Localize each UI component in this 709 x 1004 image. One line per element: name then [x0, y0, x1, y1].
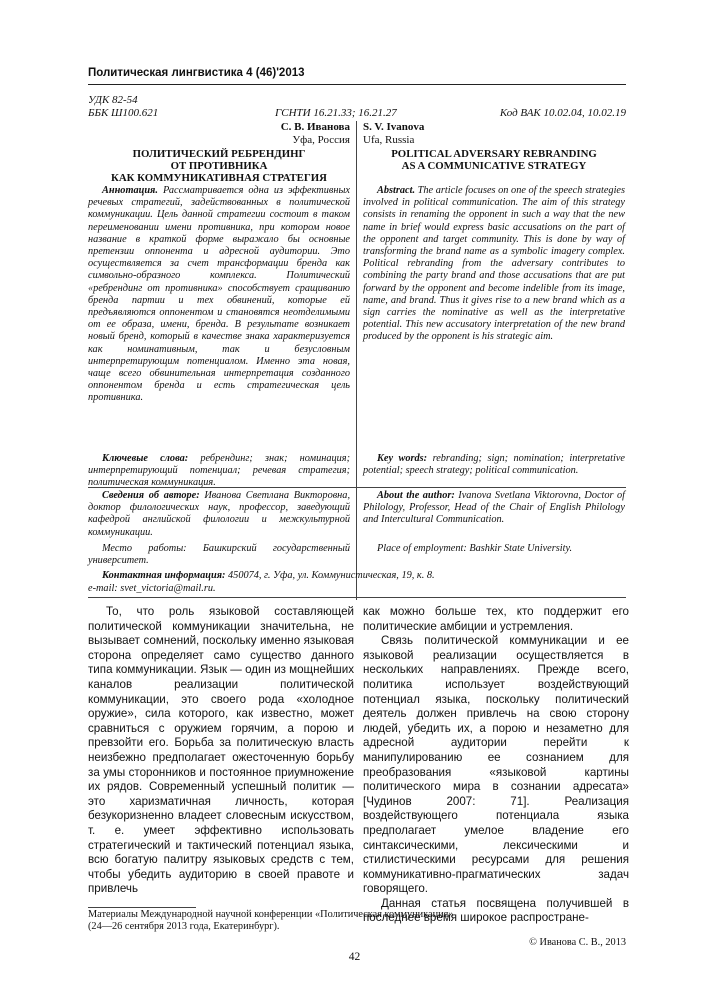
keywords-ru [88, 453, 350, 490]
abstract-ru [88, 185, 350, 405]
keywords-label-en: Key words: [377, 453, 428, 464]
bbk-code: ББК Ш100.621 [88, 107, 159, 119]
keywords-label-ru: Ключевые слова: [102, 453, 189, 464]
keywords-text-ru: ребрендинг; знак; номинация; интерпретирующий потенциал; речевая стратегия; политическая коммуникация. [88, 453, 350, 489]
article-title-en [363, 148, 625, 172]
footnote-line: (24—26 сентября 2013 года, Екатеринбург). [88, 921, 280, 932]
body-paragraph: как можно больше тех, кто поддержит его политические амбиции и устремления. [363, 605, 629, 633]
copyright: © Иванова С. В., 2013 [529, 937, 626, 948]
header-rule [88, 84, 626, 85]
column-divider [356, 121, 357, 600]
author-info-text-en: Ivanova Svetlana Viktorovna, Doctor of Philology, Professor, Head of the Chair of English Philology and Intercultural Communication. [363, 490, 626, 526]
abstract-text-ru: Рассматривается одна из эффективных речевых стратегий, задействованных в политической коммуникации. Цель данной стратегии состоит в таком переименовании имени противника, при котором новое название в краткой форме выражало бы основные претензии оппонента и адресной аудитории. Это осуществляется за счет трансформации бренда как символьно-образного комплекса. Политический «ребрендинг от противника» способствует сращиванию бренда партии и тех обвинений, которые ей предъявляются оппонентом и становятся неотделимыми от ее образа, имени, бренда. В результате возникает новый бренд, который в качестве знака характеризуется как номинативным, так и безусловным интерпретирующим потенциалом. Именно эта новая, чаще всего обвинительная интерпретация созданного оппонентом бренда и есть стратегическая цель противника. [88, 185, 350, 404]
udk-code: УДК 82-54 [88, 94, 138, 106]
title-line: КАК КОММУНИКАТИВНАЯ СТРАТЕГИЯ [111, 172, 327, 185]
body-paragraph: То, что роль языковой составляющей политической коммуникации значительна, не вызывает сомнений, поскольку именно языковая сторона определяет само существо данного типа коммуникации. Язык — один из мощнейших каналов реализации политической коммуникации, это своего рода «холодное оружие», сила которого, как известно, может сравниться с оружием горячим, а порою и превзойти его. Борьба за политическую власть неизбежно предполагает ожесточенную борьбу за умы сторонников и постоянное приумножение их рядов. Современный успешный политик — это харизматичная личность, которая безукоризненно владеет словесным искусством, т. е. умеет эффективно использовать стратегический и тактический потенциал языка, всю богатую палитру языковых средств с тем, чтобы убедить аудиторию в своей правоте и привлечь [88, 605, 354, 896]
author-info-rule [88, 487, 626, 488]
contact-email[interactable]: e-mail: svet_victoria@mail.ru. [88, 583, 216, 594]
author-location-en: Ufa, Russia [363, 134, 415, 146]
workplace-en: Place of employment: Bashkir State University. [377, 543, 573, 554]
body-paragraph: Связь политической коммуникации и ее языковой реализации осуществляется в нескольких направлениях. Прежде всего, политика использует воздействующий потенциал языка, поскольку политический деятель должен привлечь на свою сторону людей, убедить их, а порою и незаметно для адресной аудитории перейти к манипулированию ее сознанием для преобразования «языковой картины политического мира в сознании адресата» [Чудинов 2007: 71]. Реализация воздействующего потенциала языка предполагает умелое владение его синтаксическими, лексическими и стилистическими ресурсами для решения коммуникативно-прагматических задач говорящего. [363, 634, 629, 896]
author-info-ru [88, 490, 350, 539]
abstract-en [363, 185, 625, 344]
journal-header: Политическая лингвистика 4 (46)'2013 [88, 67, 305, 79]
author-info-label-ru: Сведения об авторе: [102, 490, 200, 501]
title-line: POLITICAL ADVERSARY REBRANDING [391, 148, 597, 160]
keywords-text-en: rebranding; sign; nomination; interpretative potential; speech strategy; political communication. [363, 453, 626, 477]
footnote-line: Материалы Международной научной конференции «Политическая коммуникация» [88, 909, 454, 920]
author-name-ru: С. В. Иванова [280, 121, 350, 133]
author-info-text-ru: Иванова Светлана Викторовна, доктор филологических наук, профессор, заведующий кафедрой английской филологии и межкультурной коммуникации. [88, 490, 351, 538]
page-number: 42 [348, 951, 361, 963]
workplace-ru: Место работы: Башкирский государственный университет. [88, 543, 350, 567]
contact-label: Контактная информация: [102, 570, 226, 581]
author-info-label-en: About the author: [377, 490, 455, 501]
gsnti-code: ГСНТИ 16.21.33; 16.21.27 [275, 107, 397, 119]
keywords-en [363, 453, 625, 477]
footnote-rule [88, 907, 196, 908]
footnote [88, 909, 454, 933]
contact-info [102, 570, 622, 582]
author-location-ru: Уфа, Россия [292, 134, 350, 146]
article-title-ru [88, 148, 350, 185]
contact-text: 450074, г. Уфа, ул. Коммунистическая, 19, к. 8. [228, 570, 435, 581]
abstract-label-ru: Аннотация. [102, 185, 158, 196]
title-line: ОТ ПРОТИВНИКА [170, 160, 268, 173]
body-rule [88, 597, 626, 598]
author-info-en [363, 490, 625, 527]
body-column-left [88, 605, 354, 897]
abstract-label-en: Abstract. [377, 185, 416, 196]
body-paragraph: Данная статья посвящена получившей в последнее время широкое распростране- [363, 896, 629, 925]
author-name-en: S. V. Ivanova [363, 121, 425, 133]
title-line: ПОЛИТИЧЕСКИЙ РЕБРЕНДИНГ [132, 148, 306, 160]
body-column-right [363, 605, 629, 926]
title-line: AS A COMMUNICATIVE STRATEGY [401, 160, 587, 173]
abstract-text-en: The article focuses on one of the speech strategies involved in political communication. The aim of this strategy consists in renaming the opponent in such a way that the new name in brief would express basic accusations on the part of the opponent and target community. This is done by way of transforming the brand name as a symbolic imagery complex. Political rebranding from the adversary contributes to combining the party brand and those accusations that are put forward by the opponent and become indelible from its image, name, and brand. Thus it gives rise to a new brand which as a sign carries the nominative as well as the interpretative potential. This new accusatory interpretation of the new brand produced by the opponent is his strategic aim. [363, 185, 626, 343]
vak-code: Код ВАК 10.02.04, 10.02.19 [499, 107, 626, 119]
